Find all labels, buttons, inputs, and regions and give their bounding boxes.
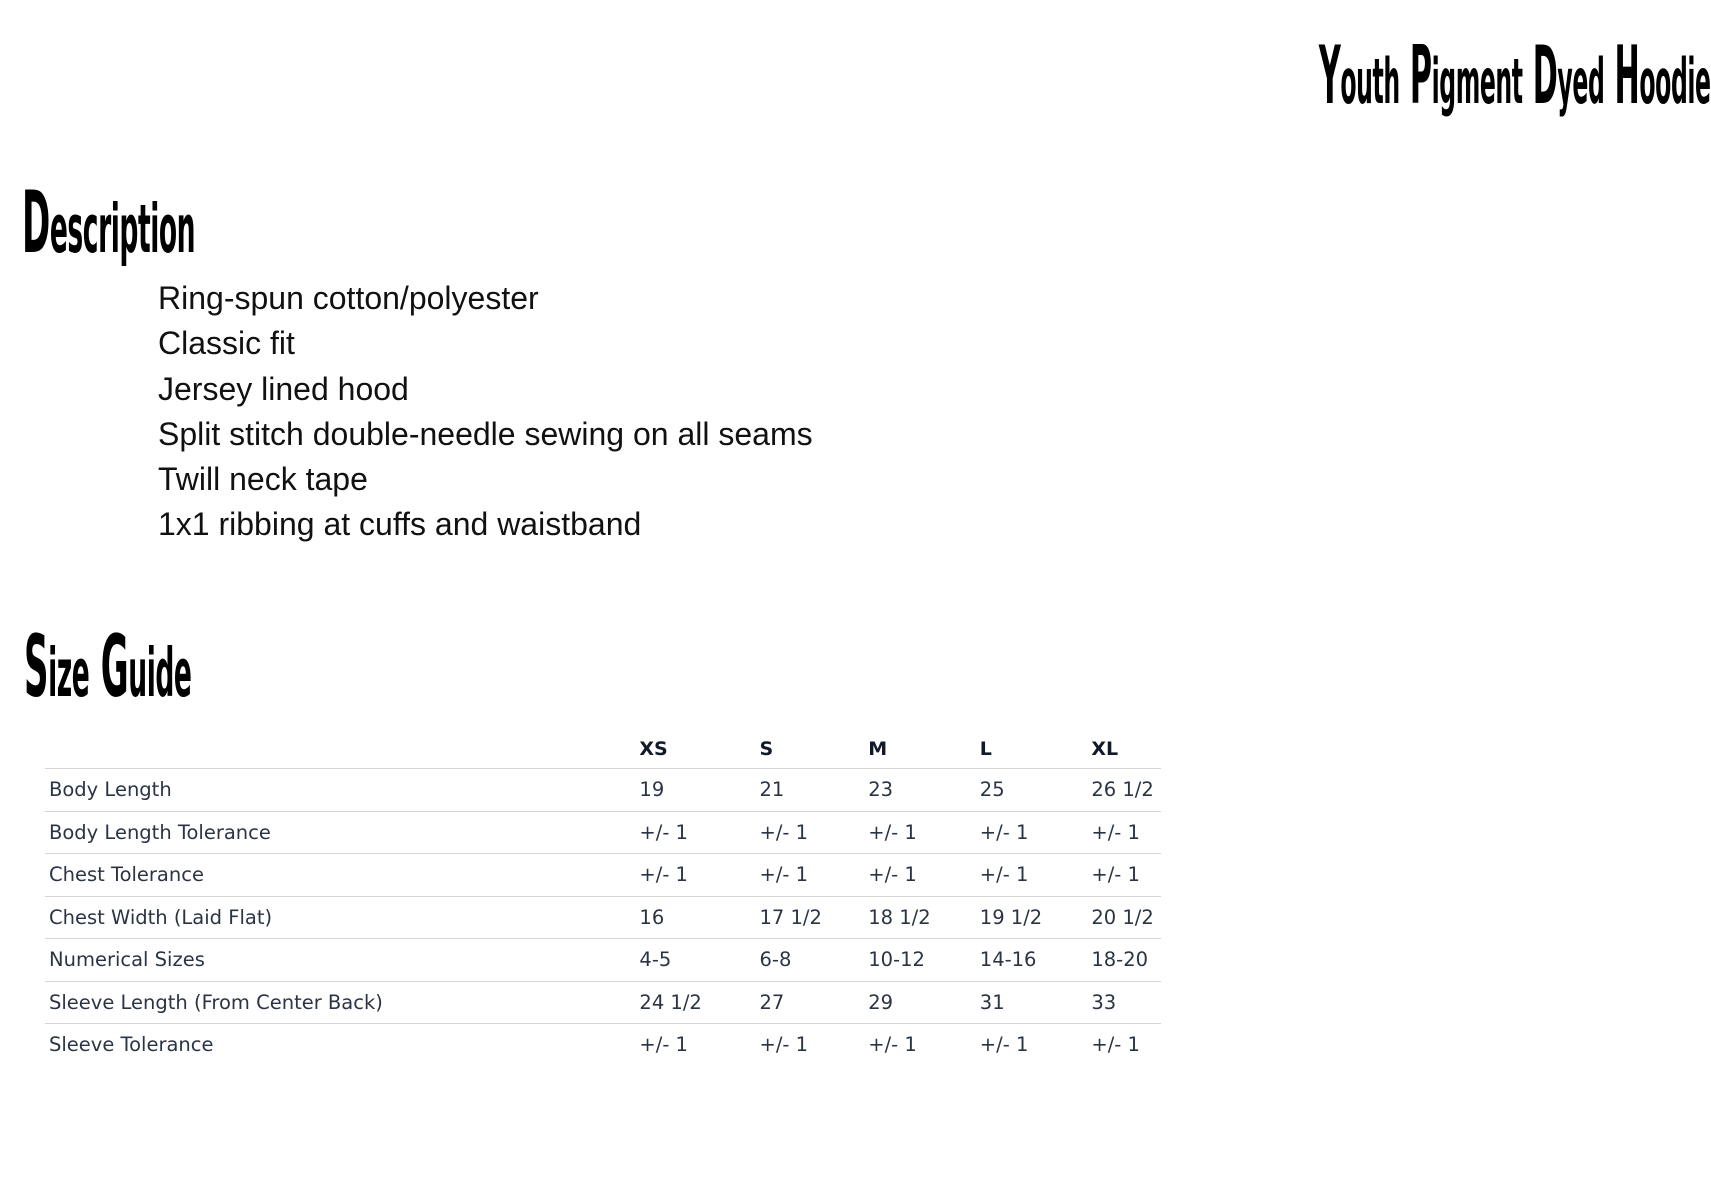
size-guide-heading-rest-2: uide bbox=[128, 634, 192, 712]
cell-value: 19 1/2 bbox=[976, 896, 1088, 939]
size-guide-heading-initial-2: G bbox=[100, 617, 129, 717]
size-table-header-row bbox=[45, 730, 1161, 769]
table-row bbox=[45, 896, 1161, 939]
row-label: Sleeve Tolerance bbox=[49, 1033, 214, 1057]
table-row bbox=[45, 769, 1161, 812]
cell-value: 16 bbox=[635, 896, 755, 939]
cell-value: 27 bbox=[756, 981, 865, 1024]
cell-value: 24 1/2 bbox=[635, 981, 755, 1024]
size-guide-heading-rest-1: ize bbox=[48, 634, 90, 712]
table-row bbox=[45, 981, 1161, 1024]
row-label: Chest Tolerance bbox=[45, 854, 635, 897]
cell-value: +/- 1 bbox=[1087, 811, 1161, 854]
cell-value: 19 bbox=[635, 769, 755, 812]
description-item: Classic fit bbox=[158, 325, 295, 362]
product-title-initial-3: D bbox=[1532, 29, 1558, 122]
row-label: Chest Width (Laid Flat) bbox=[45, 896, 635, 939]
cell-value: +/- 1 bbox=[976, 854, 1088, 897]
description-heading-rest: escription bbox=[49, 190, 196, 268]
cell-value: 29 bbox=[864, 981, 976, 1024]
description-item: Ring-spun cotton/polyester bbox=[158, 280, 539, 316]
row-label: Sleeve Length (From Center Back) bbox=[45, 981, 635, 1024]
row-label: Body Length Tolerance bbox=[45, 811, 635, 854]
description-item: Jersey lined hood bbox=[158, 370, 409, 407]
description-item: Split stitch double-needle sewing on all seams bbox=[158, 415, 813, 452]
cell-value: 20 1/2 bbox=[1087, 896, 1161, 939]
cell-value: 10-12 bbox=[864, 939, 976, 982]
cell-value: +/- 1 bbox=[756, 854, 865, 897]
cell-value: 21 bbox=[756, 769, 865, 812]
product-title-rest-4: oodie bbox=[1639, 45, 1711, 118]
product-title-initial-1: Y bbox=[1318, 29, 1341, 122]
product-title-rest-3: yed bbox=[1557, 45, 1605, 118]
cell-value: 14-16 bbox=[976, 939, 1088, 982]
description-list bbox=[158, 276, 813, 548]
cell-value: +/- 1 bbox=[1091, 1033, 1140, 1057]
product-title-rest-1: outh bbox=[1340, 45, 1400, 118]
size-guide-heading-initial-1: S bbox=[24, 617, 49, 717]
description-item: 1x1 ribbing at cuffs and waistband bbox=[158, 506, 642, 543]
product-title-rest-2: igment bbox=[1431, 45, 1523, 118]
cell-value: +/- 1 bbox=[868, 1033, 917, 1057]
cell-value: 18 1/2 bbox=[864, 896, 976, 939]
cell-value: +/- 1 bbox=[635, 854, 755, 897]
cell-value: 18-20 bbox=[1087, 939, 1161, 982]
table-row bbox=[45, 939, 1161, 982]
cell-value: +/- 1 bbox=[639, 1033, 688, 1057]
size-column-header-l: L bbox=[976, 730, 1088, 769]
cell-value: +/- 1 bbox=[979, 1033, 1029, 1057]
size-column-header-s: S bbox=[756, 730, 865, 769]
table-row bbox=[45, 811, 1161, 854]
cell-value: 4-5 bbox=[635, 939, 755, 982]
size-column-header-m: M bbox=[864, 730, 976, 769]
cell-value: +/- 1 bbox=[759, 1033, 809, 1057]
cell-value: +/- 1 bbox=[1087, 854, 1161, 897]
size-guide-table bbox=[45, 730, 1161, 1066]
cell-value: +/- 1 bbox=[864, 854, 976, 897]
table-row bbox=[45, 854, 1161, 897]
cell-value: +/- 1 bbox=[976, 811, 1088, 854]
cell-value: 6-8 bbox=[756, 939, 865, 982]
cell-value: 33 bbox=[1087, 981, 1161, 1024]
product-title bbox=[778, 29, 1711, 122]
cell-value: +/- 1 bbox=[864, 811, 976, 854]
cell-value: 25 bbox=[976, 769, 1088, 812]
product-title-initial-4: H bbox=[1614, 29, 1640, 122]
cell-value: 23 bbox=[864, 769, 976, 812]
cell-value: +/- 1 bbox=[635, 811, 755, 854]
cell-value: 31 bbox=[976, 981, 1088, 1024]
cell-value: +/- 1 bbox=[756, 811, 865, 854]
row-label: Numerical Sizes bbox=[45, 939, 635, 982]
product-title-initial-2: P bbox=[1409, 29, 1432, 122]
size-guide-heading bbox=[24, 617, 405, 717]
description-item: Twill neck tape bbox=[158, 461, 368, 498]
cell-value: 17 1/2 bbox=[756, 896, 865, 939]
row-label: Body Length bbox=[45, 769, 635, 812]
size-column-header-xs: XS bbox=[635, 730, 755, 769]
description-heading-initial: D bbox=[22, 173, 50, 273]
cell-value: 26 1/2 bbox=[1087, 769, 1161, 812]
size-table-header-blank bbox=[45, 730, 635, 769]
description-heading bbox=[22, 173, 416, 273]
size-column-header-xl: XL bbox=[1087, 730, 1161, 769]
table-row bbox=[45, 1024, 1161, 1066]
